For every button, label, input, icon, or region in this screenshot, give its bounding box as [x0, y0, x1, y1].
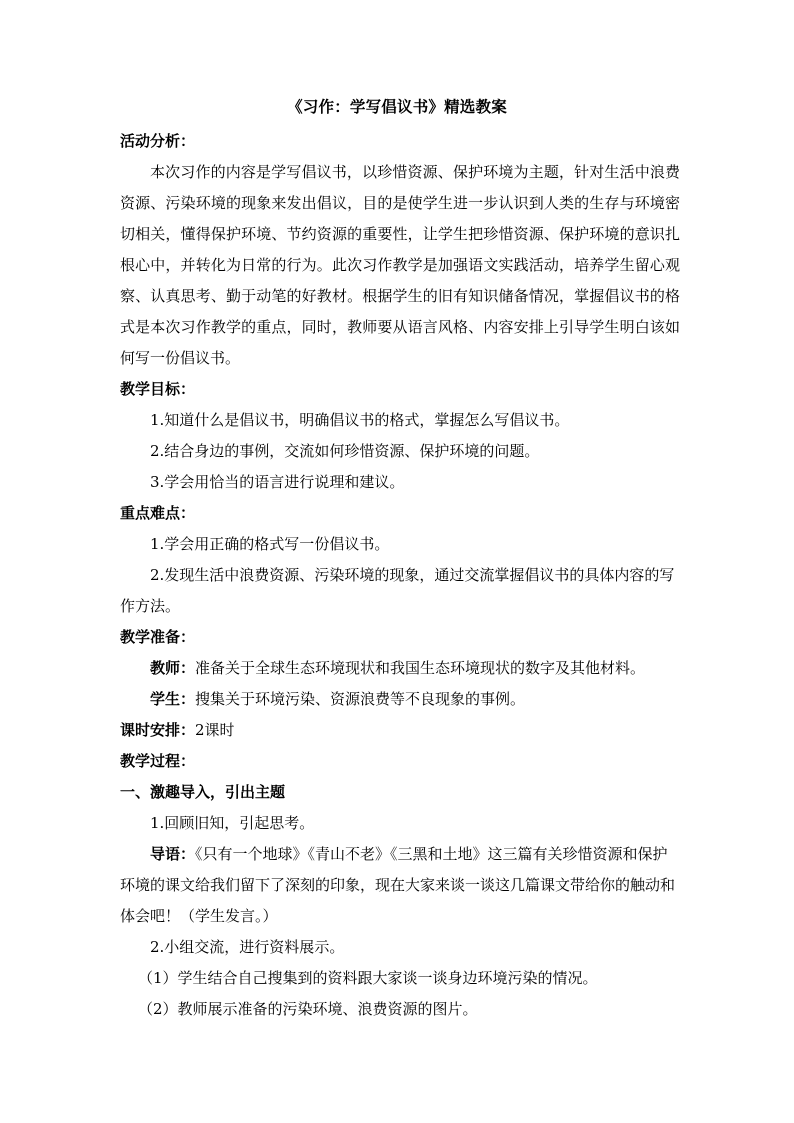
key-point-item: 2.发现生活中浪费资源、污染环境的现象，通过交流掌握倡议书的具体内容的写作方法。 [120, 566, 675, 615]
prep-teacher-text: 准备关于全球生态环境现状和我国生态环境现状的数字及其他材料。 [195, 659, 646, 677]
goal-item: 1.知道什么是倡议书，明确倡议书的格式，掌握怎么写倡议书。 [150, 411, 570, 429]
process-heading: 教学过程： [120, 752, 196, 770]
prep-student-text: 搜集关于环境污染、资源浪费等不良现象的事例。 [195, 690, 526, 708]
goals-heading: 教学目标： [120, 380, 196, 398]
goal-item: 3.学会用恰当的语言进行说理和建议。 [150, 473, 405, 491]
prep-teacher-label: 教师： [150, 659, 196, 677]
prep-teacher-line [120, 653, 680, 684]
prep-student-label: 学生： [150, 690, 196, 708]
process-substep: （1）学生结合自己搜集到的资料跟大家谈一谈身边环境污染的情况。 [138, 969, 598, 987]
intro-text: 《只有一个地球》《青山不老》《三黑和土地》这三篇有关珍惜资源和保护环境的课文给我们留下了深刻的印象，现在大家来谈一谈这几篇课文带给你的触动和体会吧！（学生发言。） [120, 845, 676, 925]
analysis-paragraph: 本次习作的内容是学写倡议书，以珍惜资源、保护环境为主题，针对生活中浪费资源、污染环境的现象来发出倡议，目的是使学生进一步认识到人类的生存与环境密切相关，懂得保护环境、节约资源的重要性，让学生把珍惜资源、保护环境的意识扎根心中，并转化为日常的行为。此次习作教学是加强语文实践活动，培养学生留心观察、认真思考、勤于动笔的好教材。根据学生的旧有知识储备情况，掌握倡议书的格式是本次习作教学的重点，同时，教师要从语言风格、内容安排上引导学生明白该如何写一份倡议书。 [120, 163, 680, 367]
process-section-title: 一、激趣导入，引出主题 [120, 783, 286, 801]
intro-paragraph [120, 839, 680, 932]
intro-label: 导语： [150, 845, 196, 863]
key-points-heading: 重点难点： [120, 504, 196, 522]
process-step: 1.回顾旧知，引起思考。 [150, 814, 315, 832]
goal-item: 2.结合身边的事例，交流如何珍惜资源、保护环境的问题。 [150, 442, 540, 460]
schedule-value: 2课时 [195, 721, 235, 739]
process-step: 2.小组交流，进行资料展示。 [150, 938, 345, 956]
process-substep: （2）教师展示准备的污染环境、浪费资源的图片。 [138, 1000, 478, 1018]
key-point-item: 1.学会用正确的格式写一份倡议书。 [150, 535, 390, 553]
schedule-line [120, 715, 680, 746]
prep-student-line [120, 684, 680, 715]
schedule-heading: 课时安排： [120, 721, 196, 739]
analysis-heading: 活动分析： [120, 132, 196, 150]
prep-heading: 教学准备： [120, 628, 196, 646]
document-title: 《习作：学写倡议书》精选教案 [287, 97, 507, 116]
document-body [120, 126, 680, 1025]
